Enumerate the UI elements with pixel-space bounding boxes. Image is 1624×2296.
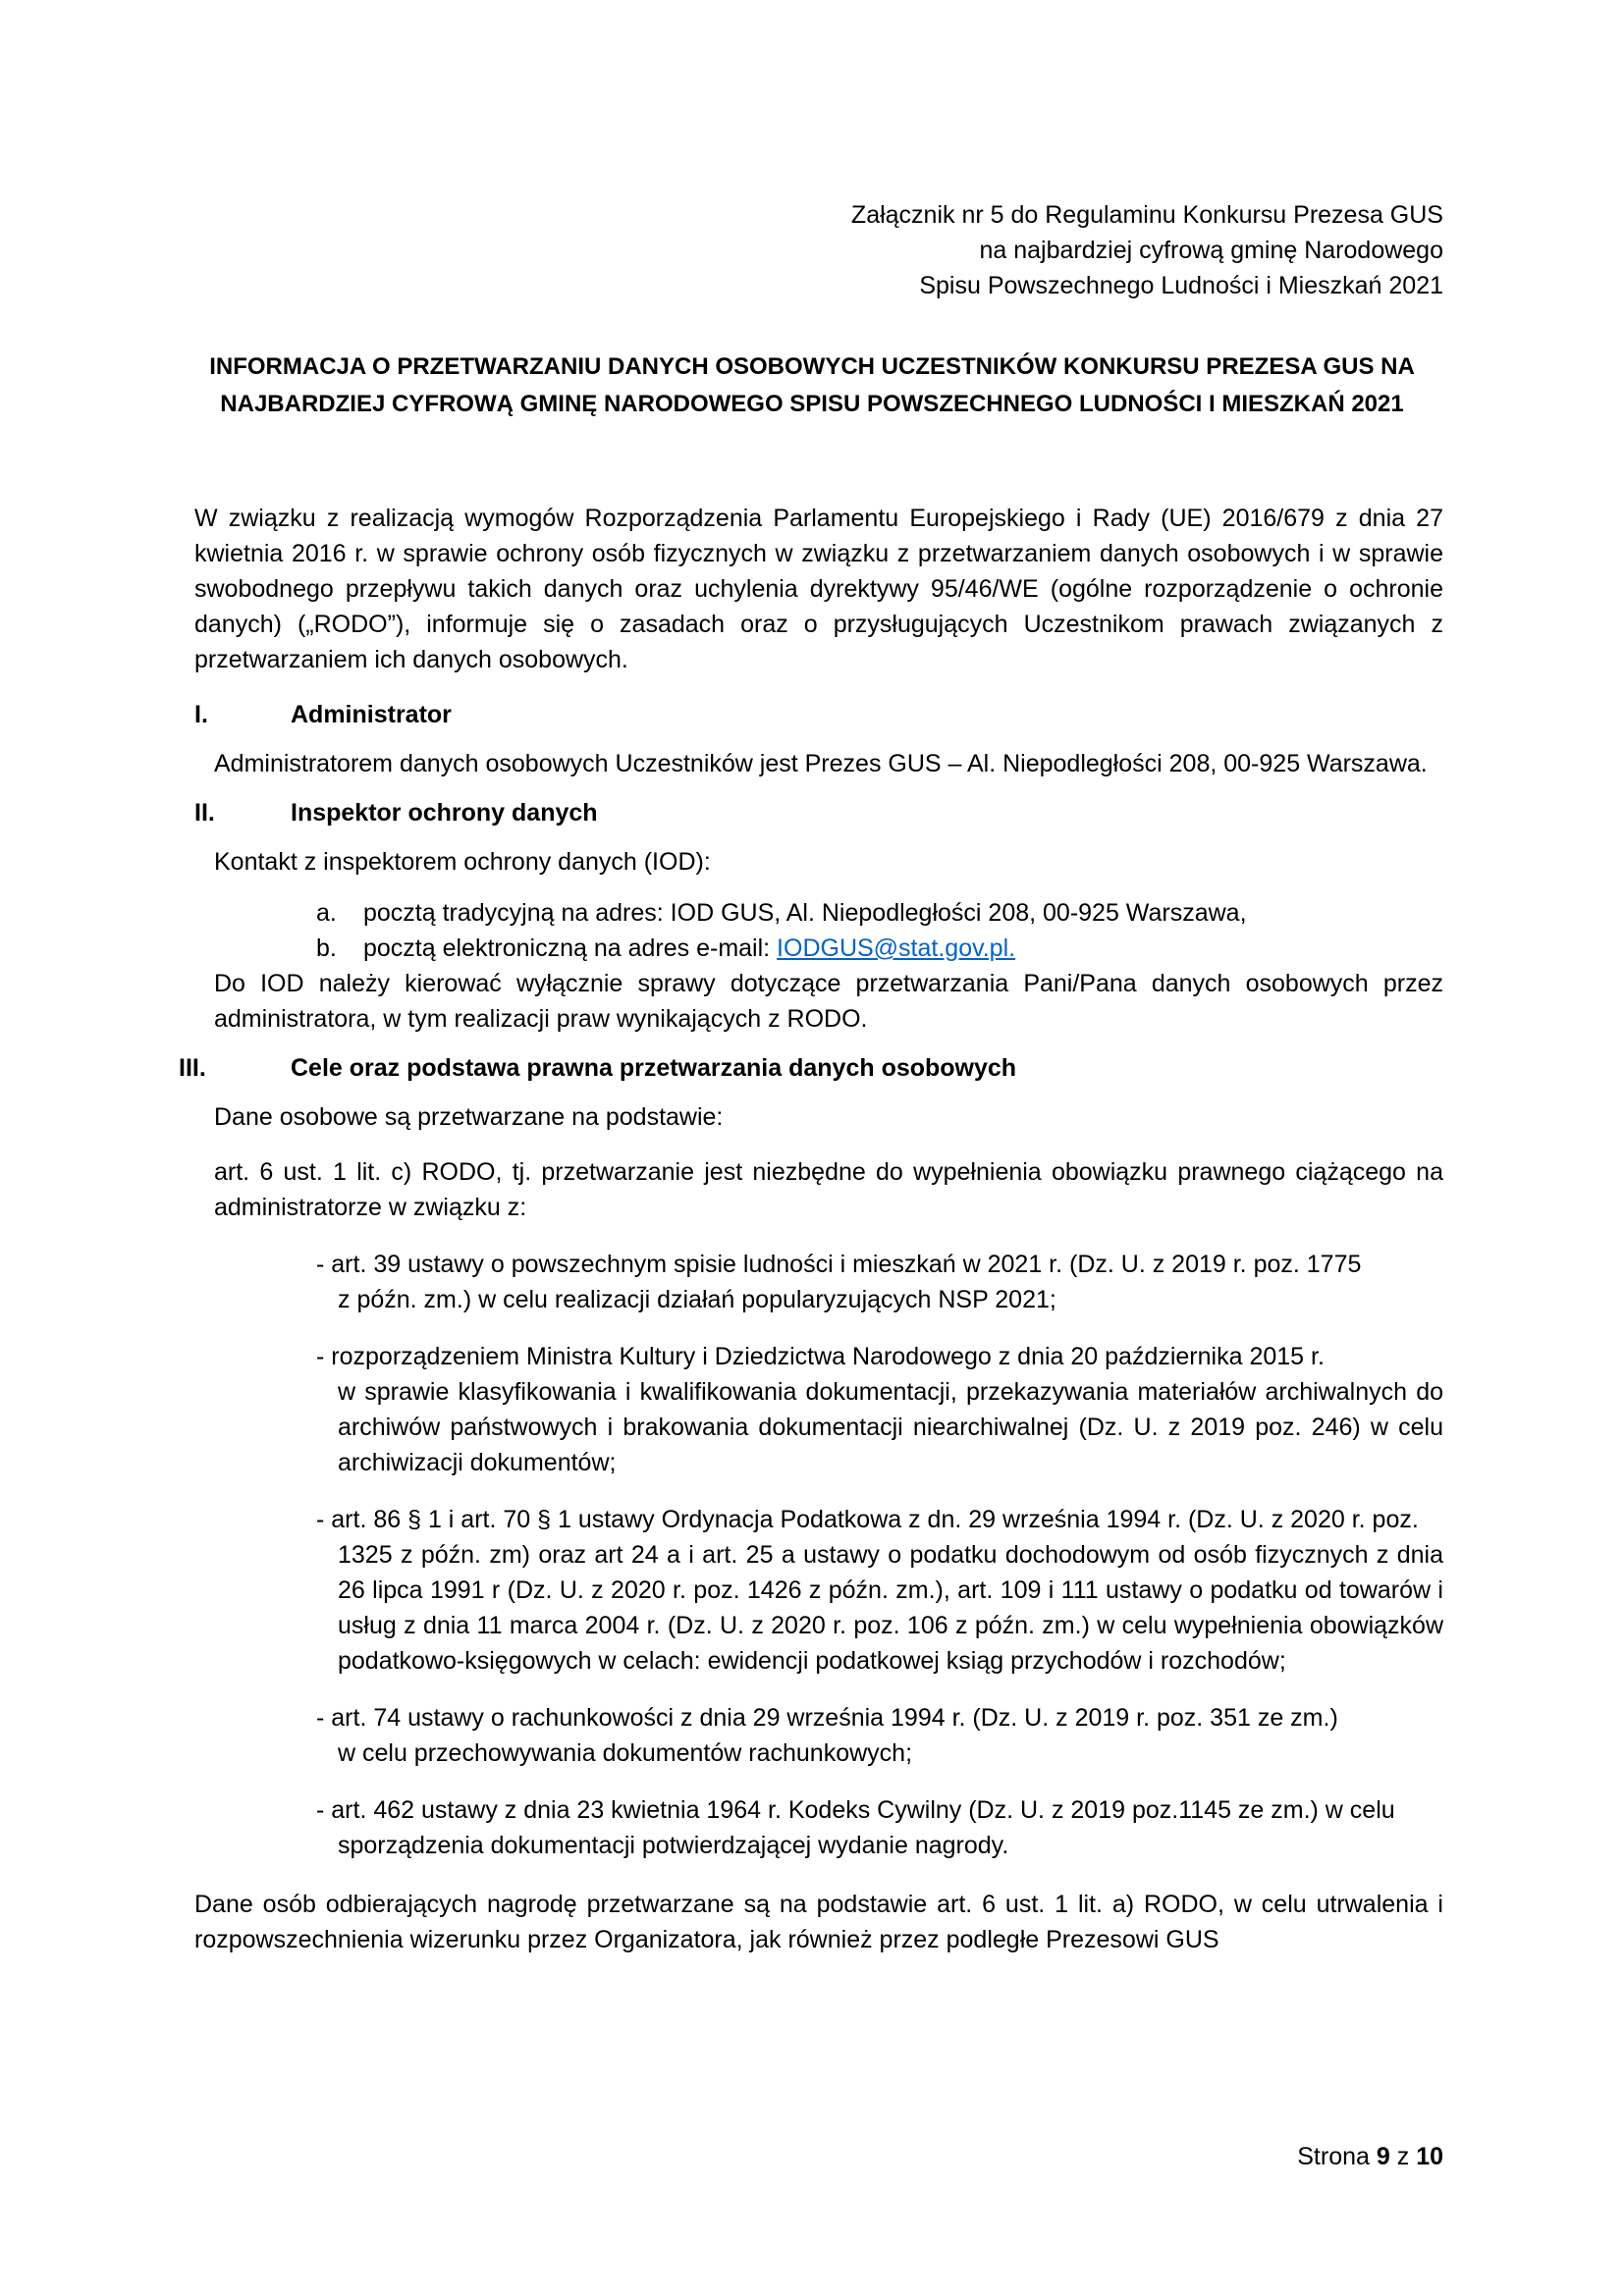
section-body-administrator bbox=[214, 746, 1443, 781]
legal-basis-item bbox=[289, 1700, 1443, 1771]
item-first-line: art. 462 ustawy z dnia 23 kwietnia 1964 r. Kodeks Cywilny (Dz. U. z 2019 poz.1145 ze zm.) w celu bbox=[331, 1796, 1395, 1824]
dash-marker: - bbox=[316, 1251, 332, 1278]
dash-marker: - bbox=[316, 1704, 332, 1732]
list-marker: a. bbox=[316, 899, 337, 927]
annex-header-line: Załącznik nr 5 do Regulaminu Konkursu Prezesa GUS bbox=[850, 201, 1443, 229]
dash-marker: - bbox=[316, 1506, 332, 1533]
item-rest: w sprawie klasyfikowania i kwalifikowania dokumentacji, przekazywania materiałów archiwalnych do archiwów państwowych i brakowania dokumentacji niearchiwalnej (Dz. U. z 2019 poz. 246) w celu archiwizacji dokumentów; bbox=[338, 1378, 1443, 1476]
legal-basis-text: art. 6 ust. 1 lit. c) RODO, tj. przetwarzanie jest niezbędne do wypełnienia obowiązku prawnego ciążącego na administratorze w związku z: bbox=[214, 1158, 1443, 1221]
list-marker: b. bbox=[316, 934, 337, 962]
annex-header bbox=[687, 197, 1443, 303]
list-item-text: pocztą elektroniczną na adres e-mail: bbox=[363, 934, 778, 962]
legal-basis-item bbox=[289, 1339, 1443, 1480]
dash-marker: - bbox=[316, 1796, 332, 1824]
iod-contact-list bbox=[214, 895, 1443, 966]
title-line: NAJBARDZIEJ CYFROWĄ GMINĘ NARODOWEGO SPISU POWSZECHNEGO LUDNOŚCI I MIESZKAŃ 2021 bbox=[220, 391, 1404, 417]
page-separator: z bbox=[1396, 2143, 1410, 2170]
document-title bbox=[177, 348, 1447, 423]
section-body-iod bbox=[214, 844, 1443, 1037]
item-first-line: art. 39 ustawy o powszechnym spisie ludności i mieszkań w 2021 r. (Dz. U. z 2019 r. poz. 1775 bbox=[331, 1251, 1362, 1278]
section-heading-iod bbox=[194, 795, 1443, 830]
section-title: Administrator bbox=[291, 701, 452, 728]
annex-header-line: Spisu Powszechnego Ludności i Mieszkań 2021 bbox=[919, 272, 1443, 299]
list-item bbox=[214, 931, 1443, 966]
total-pages: 10 bbox=[1416, 2143, 1443, 2170]
section-heading-administrator bbox=[194, 697, 1443, 732]
closing-paragraph: Dane osób odbierających nagrodę przetwarzane są na podstawie art. 6 ust. 1 lit. a) RODO, w celu utrwalenia i rozpowszechnienia wizerunku przez Organizatora, jak również przez podległe Prezesowi GUS bbox=[194, 1891, 1443, 1953]
section-heading-purposes bbox=[179, 1050, 1443, 1086]
iod-lead: Kontakt z inspektorem ochrony danych (IOD): bbox=[214, 848, 711, 876]
item-first-line: art. 86 § 1 i art. 70 § 1 ustawy Ordynacja Podatkowa z dn. 29 września 1994 r. (Dz. U. z 2020 r. poz. bbox=[331, 1506, 1419, 1533]
section-body-purposes bbox=[214, 1099, 1443, 1863]
legal-basis-item bbox=[289, 1247, 1443, 1317]
iod-after-text: Do IOD należy kierować wyłącznie sprawy dotyczące przetwarzania Pani/Pana danych osobowych przez administratora, w tym realizacji praw wynikających z RODO. bbox=[214, 970, 1443, 1033]
section-number: II. bbox=[194, 799, 215, 827]
list-item-text: pocztą tradycyjną na adres: IOD GUS, Al. Niepodległości 208, 00-925 Warszawa, bbox=[363, 899, 1247, 927]
item-first-line: art. 74 ustawy o rachunkowości z dnia 29 września 1994 r. (Dz. U. z 2019 r. poz. 351 ze zm.) bbox=[331, 1704, 1338, 1732]
page-label: Strona bbox=[1297, 2143, 1370, 2170]
list-item bbox=[214, 895, 1443, 931]
page-number bbox=[1080, 2139, 1443, 2174]
section-number: III. bbox=[179, 1054, 206, 1082]
item-rest: w celu przechowywania dokumentów rachunkowych; bbox=[338, 1739, 913, 1767]
purposes-lead: Dane osobowe są przetwarzane na podstawie: bbox=[214, 1103, 724, 1131]
item-first-line: rozporządzeniem Ministra Kultury i Dziedzictwa Narodowego z dnia 20 października 2015 r. bbox=[331, 1343, 1325, 1370]
iod-email-link[interactable]: IODGUS@stat.gov.pl. bbox=[777, 934, 1016, 962]
item-rest: 1325 z późn. zm) oraz art 24 a i art. 25 a ustawy o podatku dochodowym od osób fizycznych z dnia 26 lipca 1991 r (Dz. U. z 2020 r. poz. 1426 z późn. zm.), art. 109 i 111 ustawy o podatku od towarów i usług z dnia 11 marca 2004 r. (Dz. U. z 2020 r. poz. 106 z późn. zm.) w celu wypełnienia obowiązków podatkowo-księgowych w celach: ewidencji podatkowej ksiąg przychodów i rozchodów; bbox=[338, 1541, 1443, 1675]
section-title: Inspektor ochrony danych bbox=[291, 799, 598, 827]
legal-basis-item bbox=[289, 1502, 1443, 1679]
administrator-text: Administratorem danych osobowych Uczestników jest Prezes GUS – Al. Niepodległości 208, 00-925 Warszawa. bbox=[214, 750, 1428, 777]
legal-basis-item bbox=[289, 1792, 1443, 1863]
item-rest: z późn. zm.) w celu realizacji działań popularyzujących NSP 2021; bbox=[338, 1286, 1056, 1313]
dash-marker: - bbox=[316, 1343, 332, 1370]
section-number: I. bbox=[194, 701, 208, 728]
item-rest: sporządzenia dokumentacji potwierdzającej wydanie nagrody. bbox=[338, 1832, 1009, 1859]
title-line: INFORMACJA O PRZETWARZANIU DANYCH OSOBOWYCH UCZESTNIKÓW KONKURSU PREZESA GUS NA bbox=[209, 353, 1415, 380]
section-title: Cele oraz podstawa prawna przetwarzania danych osobowych bbox=[291, 1054, 1017, 1082]
annex-header-line: na najbardziej cyfrową gminę Narodowego bbox=[979, 237, 1443, 264]
document-body bbox=[179, 501, 1443, 1957]
current-page: 9 bbox=[1376, 2143, 1390, 2170]
intro-paragraph: W związku z realizacją wymogów Rozporządzenia Parlamentu Europejskiego i Rady (UE) 2016/679 z dnia 27 kwietnia 2016 r. w sprawie ochrony osób fizycznych w związku z przetwarzaniem danych osobowych i w sprawie swobodnego przepływu takich danych oraz uchylenia dyrektywy 95/46/WE (ogólne rozporządzenie o ochronie danych) („RODO”), informuje się o zasadach oraz o przysługujących Uczestnikom prawach związanych z przetwarzaniem ich danych osobowych. bbox=[194, 505, 1443, 673]
